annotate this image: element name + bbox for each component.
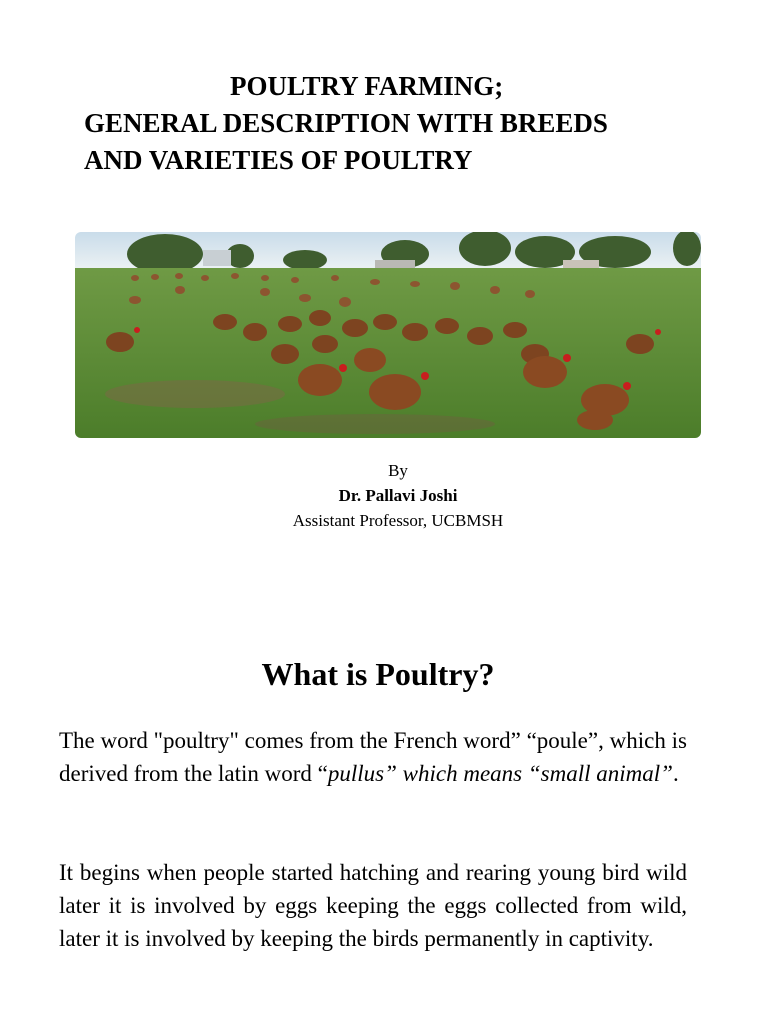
section-heading: What is Poultry? — [261, 656, 495, 692]
author-name: Dr. Pallavi Joshi — [338, 486, 458, 505]
by-label: By — [388, 461, 408, 480]
paragraph-1-italic: pullus” which means “small animal” — [327, 761, 673, 786]
author-affiliation: Assistant Professor, UCBMSH — [292, 511, 504, 530]
paragraph-1-end: . — [672, 761, 679, 786]
paragraph-1-text: The word "poultry" comes from the French word” “poule”, which is derived from the latin word “ — [59, 728, 687, 786]
title-line-2: GENERAL DESCRIPTION WITH BREEDS — [84, 108, 608, 138]
title-line-1: POULTRY FARMING; — [230, 71, 504, 101]
document-title — [84, 68, 724, 179]
title-line-3: AND VARIETIES OF POULTRY — [84, 145, 473, 175]
byline — [0, 458, 768, 533]
paragraph-1 — [59, 724, 687, 790]
paragraph-2: It begins when people started hatching and rearing young bird wild later it is involved by eggs keeping the eggs collected from wild, later it is involved by keeping the birds permanently in captivity. — [59, 860, 687, 951]
chickens-field-photo — [75, 232, 701, 438]
